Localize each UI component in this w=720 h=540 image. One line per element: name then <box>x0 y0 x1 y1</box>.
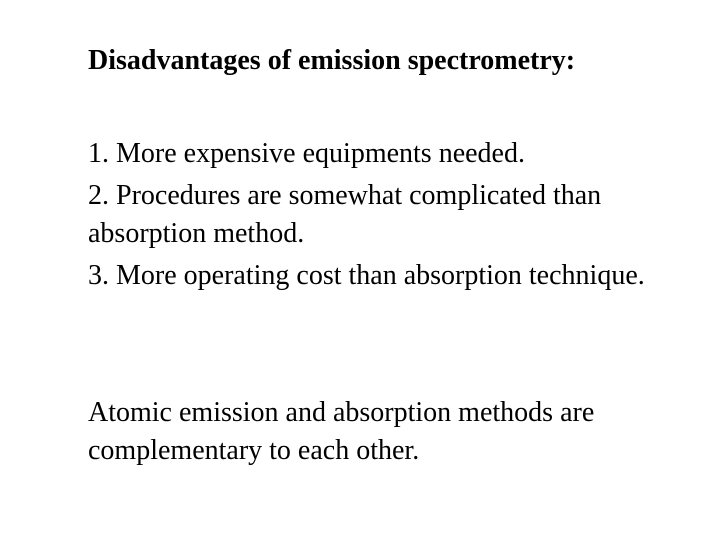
list-item: 3. More operating cost than absorption technique. <box>88 260 645 291</box>
slide-title: Disadvantages of emission spectrometry: <box>88 45 576 76</box>
disadvantages-list <box>88 135 688 299</box>
list-item: 1. More expensive equipments needed. <box>88 138 525 169</box>
list-item: 2. Procedures are somewhat complicated than absorption method. <box>88 180 602 249</box>
conclusion-text: Atomic emission and absorption methods are complementary to each other. <box>88 397 595 466</box>
